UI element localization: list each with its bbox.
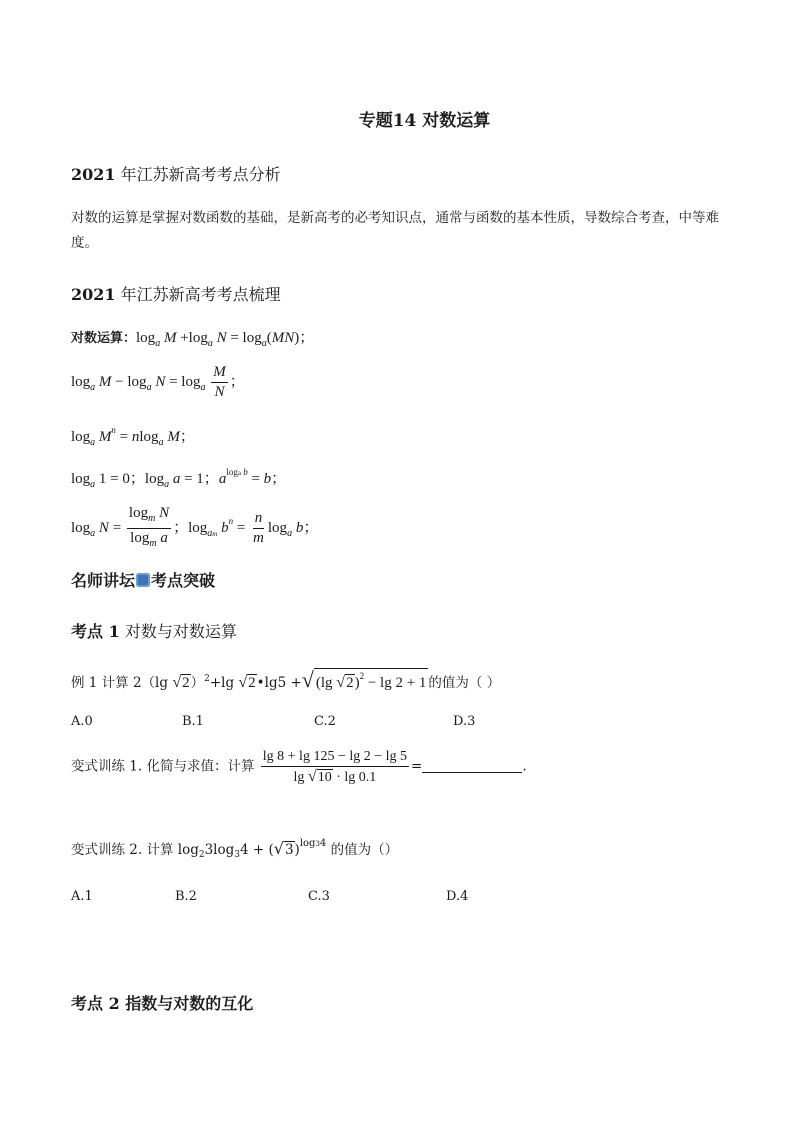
- example-tail: 的值为（ ）: [428, 675, 501, 691]
- section-heading-text: 年江苏新高考考点分析: [120, 165, 281, 184]
- option-d: D.4: [446, 889, 469, 904]
- drill-label: 变式训练 1. 化简与求值：计算: [71, 758, 255, 775]
- section-heading-lecture: [71, 568, 215, 591]
- rule-quotient: $\log_a M - \log_a N = \log_a$ $\frac{M}{N}$ ；: [71, 364, 245, 400]
- rule-power: $\log_a M^n = nlog_a$ M；: [71, 425, 195, 448]
- section-right-text: 考点突破: [151, 571, 216, 590]
- drill-numerator: lg 8 + lg 125 − lg 2 − lg 5: [261, 748, 409, 767]
- rule-product: 对数运算：$\log_a M +\log_a$ $N = \log_a(MN)$；: [71, 330, 315, 349]
- option-c: C.2: [314, 714, 336, 729]
- section-heading-review: [71, 282, 281, 305]
- section-left-text: 名师讲坛: [71, 571, 136, 590]
- rule-change-of-base: $\log_a N$ = $\frac{\log_m N}{\log_m a}$ ；$\log_{am} b^n$ = $\frac{n}{m}$ $\log_a b$；: [71, 505, 319, 549]
- option-a: A.1: [71, 889, 93, 904]
- option-a: A.0: [71, 714, 93, 729]
- drill-1: 变式训练 1. 化简与求值：计算 $\frac{\lg 8 + \lg 125 - \lg 2 - \lg 5}{\lg √10 \cdot \lg 0.1}$ = .: [71, 749, 527, 785]
- option-b: B.1: [182, 714, 204, 729]
- option-d: D.3: [453, 714, 476, 729]
- drill-2: 变式训练 2. 计算 $\log_23\log_34 + (√3)^{log34}$ 的值为（）: [71, 838, 399, 860]
- drill-label: 变式训练 2. 计算 log: [71, 842, 199, 858]
- page-title: 专题14 对数运算: [358, 111, 491, 131]
- rule-identities: $\log_a 1 = 0$；$\log_a a = 1$；$a^{loga b} = b$；: [71, 467, 287, 490]
- topic-heading-text: 对数与对数运算: [124, 622, 237, 641]
- example-label: 例 1 计算 2（lg: [71, 675, 169, 691]
- topic-1-heading: [71, 619, 237, 642]
- topic-2-heading: [71, 991, 253, 1014]
- topic-prefix: 考点 1: [71, 622, 120, 641]
- rules-label: 对数运算：: [71, 330, 137, 345]
- topic-heading-text: 指数与对数的互化: [125, 994, 254, 1013]
- option-c: C.3: [308, 889, 330, 904]
- drill-tail: 的值为（）: [330, 842, 399, 858]
- option-b: B.2: [175, 889, 197, 904]
- section-year: 2021: [71, 165, 116, 184]
- cross-badge-icon: [136, 573, 150, 587]
- section-heading-text: 年江苏新高考考点梳理: [120, 285, 281, 304]
- section-heading-analysis: [71, 162, 281, 185]
- example-1: 例 1 计算 2（lg √2）$^2$+lg √2•lg5 +√ (lg √2)$^2$ − lg 2 + 1 的值为（ ）: [71, 667, 501, 692]
- topic-prefix: 考点 2: [71, 994, 120, 1013]
- answer-blank: [422, 758, 522, 773]
- intro-paragraph: 对数的运算是掌握对数函数的基础，是新高考的必考知识点，通常与函数的基本性质，导数综合考查，中等难度。: [71, 210, 719, 251]
- section-year: 2021: [71, 285, 116, 304]
